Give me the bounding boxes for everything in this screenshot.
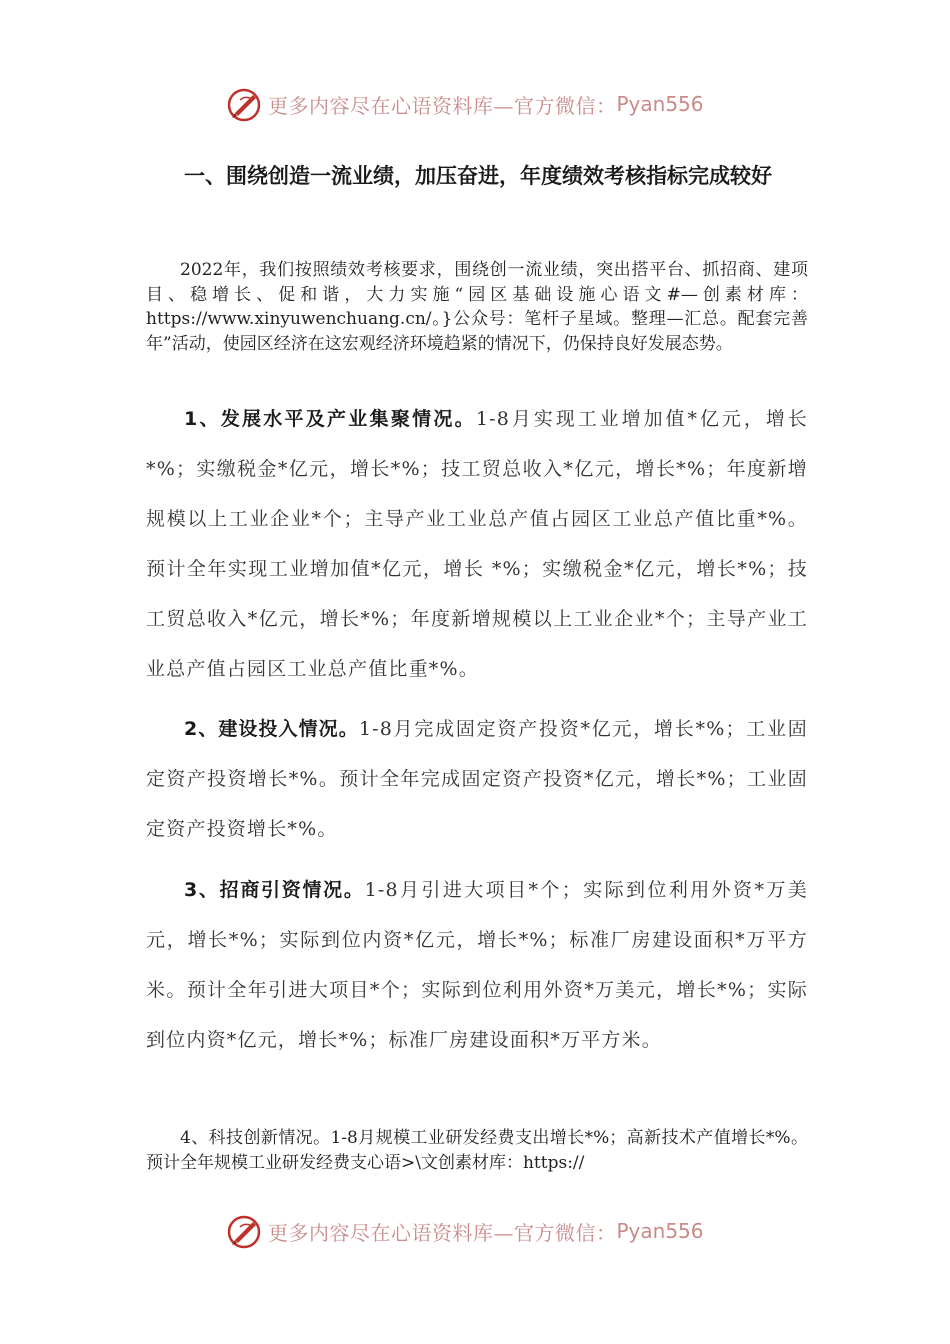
section-3-paragraph bbox=[146, 865, 808, 1065]
section-1-body: 1-8月实现工业增加值*亿元，增长*%；实缴税金*亿元，增长*%；技工贸总收入*亿元，增长*%；年度新增规模以上工业企业*个；主导产业工业总产值占园区工业总产值比重*%。预计全年实现工业增加值*亿元，增长 *%；实缴税金*亿元，增长*%；技工贸总收入*亿元，增长*%；年度新增规模以上工业企业*个；主导产业工业总产值占园区工业总产值比重*%。 bbox=[146, 408, 808, 680]
section-2-paragraph bbox=[146, 704, 808, 854]
section-1-paragraph bbox=[146, 394, 808, 694]
footer-watermark bbox=[226, 1211, 704, 1251]
section-2-heading: 2、建设投入情况。 bbox=[184, 718, 359, 740]
watermark-wechat-id: Pyan556 bbox=[616, 1219, 704, 1243]
watermark-wechat-id: Pyan556 bbox=[616, 92, 704, 116]
section-3-body: 1-8月引进大项目*个；实际到位利用外资*万美元，增长*%；实际到位内资*亿元，增长*%；标准厂房建设面积*万平方米。预计全年引进大项目*个；实际到位利用外资*万美元，增长*%；实际到位内资*亿元，增长*%；标准厂房建设面积*万平方米。 bbox=[146, 879, 808, 1051]
pen-logo-icon bbox=[226, 1213, 262, 1249]
intro-paragraph: 2022年，我们按照绩效考核要求，围绕创一流业绩，突出搭平台、抓招商、建项目、稳增长、促和谐，大力实施“园区基础设施心语文#—创素材库：https://www.xinyuwenchuang.cn/。}公众号：笔杆子星域。整理—汇总。配套完善年”活动，使园区经济在这宏观经济环境趋紧的情况下，仍保持良好发展态势。 bbox=[146, 260, 808, 354]
section-2-body: 1-8月完成固定资产投资*亿元，增长*%；工业固定资产投资增长*%。预计全年完成固定资产投资*亿元，增长*%；工业固定资产投资增长*%。 bbox=[146, 718, 808, 840]
watermark-text: 更多内容尽在心语资料库—官方微信： bbox=[268, 1220, 617, 1245]
section-3-heading: 3、招商引资情况。 bbox=[184, 879, 365, 901]
section-title: 一、围绕创造一流业绩，加压奋进，年度绩效考核指标完成较好 bbox=[184, 164, 772, 188]
section-1-heading: 1、发展水平及产业集聚情况。 bbox=[184, 408, 476, 430]
watermark-text: 更多内容尽在心语资料库—官方微信： bbox=[268, 93, 617, 118]
pen-logo-icon bbox=[226, 86, 262, 122]
section-4-paragraph: 4、科技创新情况。1-8月规模工业研发经费支出增长*%；高新技术产值增长*%。预计全年规模工业研发经费支心语>\文创素材库：https:// bbox=[146, 1128, 808, 1173]
header-watermark bbox=[226, 84, 704, 124]
